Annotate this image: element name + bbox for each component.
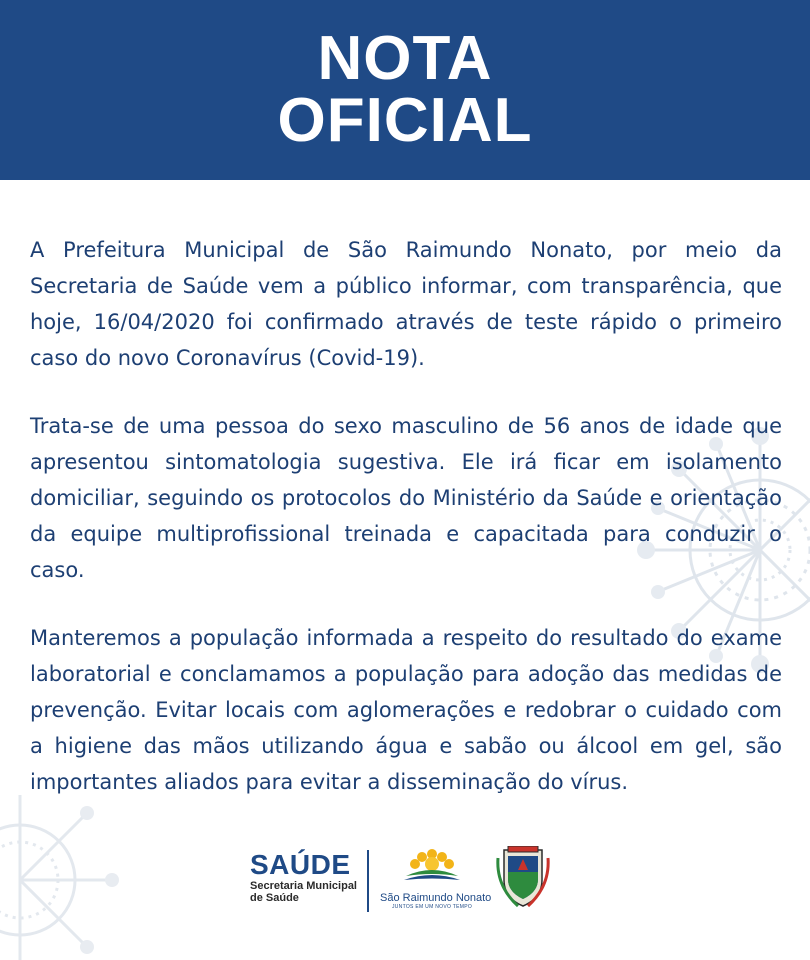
announcement-body xyxy=(30,232,782,832)
municipal-coat-of-arms-icon xyxy=(496,846,550,910)
page-title-line1: NOTA xyxy=(317,24,493,93)
logo-divider xyxy=(367,850,369,912)
footer-logos xyxy=(0,840,810,930)
saude-logo-title: SAÚDE xyxy=(250,849,351,880)
page-title-line2: OFICIAL xyxy=(277,86,533,155)
city-logo xyxy=(380,846,492,910)
paragraph-prevention: Manteremos a população informada a respeito do resultado do exame laboratorial e conclamamos a população para adoção das medidas de prevenção. Evitar locais com aglomerações e redobrar o cuidado com a higiene das mãos utilizando água e sabão ou álcool em gel, são importantes aliados para evitar a disseminação do vírus. xyxy=(30,626,782,794)
paragraph-announcement: A Prefeitura Municipal de São Raimundo Nonato, por meio da Secretaria de Saúde vem a público informar, com transparência, que hoje, 16/04/2020 foi confirmado através de teste rápido o primeiro caso do novo Coronavírus (Covid-19). xyxy=(30,238,782,370)
saude-logo xyxy=(250,850,357,904)
saude-logo-subtitle-line2: de Saúde xyxy=(250,892,299,904)
city-logo-slogan: JUNTOS EM UM NOVO TEMPO xyxy=(391,904,473,910)
header-banner xyxy=(0,0,810,180)
paragraph-patient-details: Trata-se de uma pessoa do sexo masculino de 56 anos de idade que apresentou sintomatologia sugestiva. Ele irá ficar em isolamento domiciliar, seguindo os protocolos do Ministério da Saúde e orientação da equipe multiprofissional treinada e capacitada para conduzir o caso. xyxy=(30,414,782,582)
saude-logo-subtitle-line1: Secretaria Municipal xyxy=(250,880,357,892)
sun-leaf-logo-icon xyxy=(400,846,464,886)
city-logo-name: São Raimundo Nonato xyxy=(380,892,492,904)
